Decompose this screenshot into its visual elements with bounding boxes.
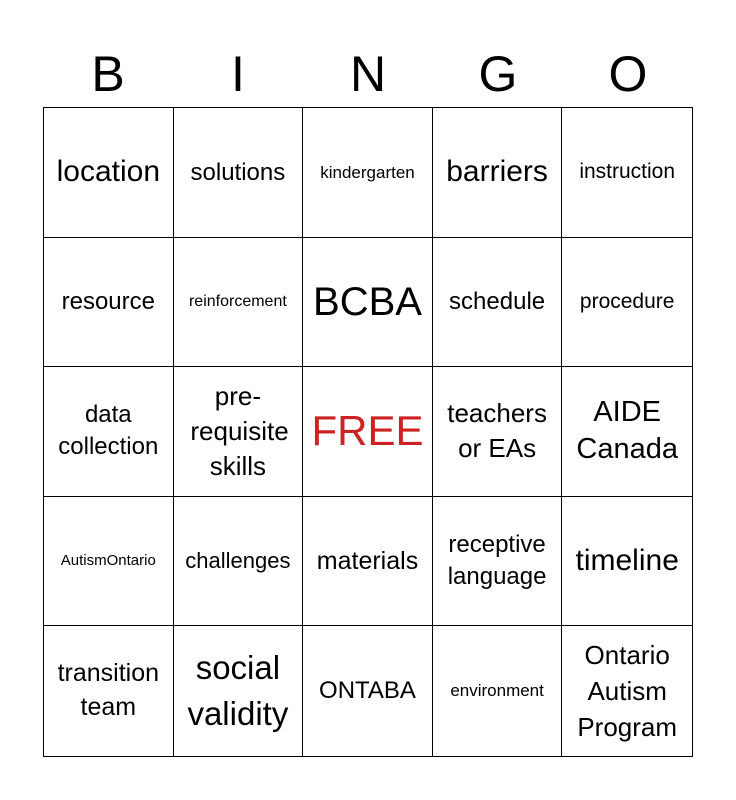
cell-text: resource (61, 288, 155, 316)
bingo-cell[interactable] (303, 108, 433, 238)
cell-text: environment (450, 681, 544, 701)
cell-text: kindergarten (320, 162, 415, 182)
cell-text: BCBA (313, 279, 422, 324)
cell-text: teachers or EAs (447, 398, 547, 464)
bingo-cell[interactable] (174, 497, 304, 627)
bingo-cell[interactable] (44, 108, 174, 238)
bingo-cell[interactable] (562, 108, 692, 238)
free-space-label: FREE (311, 407, 424, 455)
bingo-cell[interactable] (562, 367, 692, 497)
bingo-cell[interactable] (433, 108, 563, 238)
header-letter-g: G (478, 46, 518, 102)
header-letter-i: I (231, 46, 245, 102)
bingo-cell[interactable] (44, 497, 174, 627)
cell-text: ONTABA (319, 677, 416, 705)
cell-text: AIDE Canada (576, 395, 678, 466)
bingo-cell[interactable] (174, 626, 304, 756)
bingo-cell[interactable] (433, 367, 563, 497)
cell-text: receptive language (447, 530, 547, 591)
cell-text: challenges (185, 548, 291, 574)
bingo-cell[interactable] (174, 238, 304, 368)
bingo-cell[interactable] (303, 238, 433, 368)
bingo-cell[interactable] (303, 626, 433, 756)
bingo-cell[interactable] (433, 626, 563, 756)
bingo-cell[interactable] (44, 626, 174, 756)
bingo-cell[interactable] (433, 238, 563, 368)
bingo-cell[interactable] (433, 497, 563, 627)
bingo-cell[interactable] (174, 108, 304, 238)
bingo-cell[interactable] (303, 497, 433, 627)
bingo-header (43, 40, 693, 108)
cell-text: data collection (58, 401, 159, 461)
cell-text: procedure (579, 289, 675, 313)
header-letter-o: O (608, 46, 648, 102)
bingo-cell[interactable] (562, 497, 692, 627)
bingo-cell[interactable] (174, 367, 304, 497)
free-space[interactable] (303, 367, 433, 497)
bingo-cell[interactable] (562, 238, 692, 368)
cell-text: timeline (575, 543, 679, 577)
cell-text: Ontario Autism Program (577, 639, 678, 743)
header-letter-n: N (349, 46, 387, 102)
bingo-board (43, 107, 693, 757)
cell-text: solutions (190, 158, 286, 186)
bingo-cell[interactable] (44, 367, 174, 497)
cell-text: reinforcement (188, 292, 287, 310)
cell-text: pre-requisite skills (190, 380, 289, 482)
cell-text: location (56, 155, 160, 189)
cell-text: barriers (446, 155, 548, 189)
cell-text: AutismOntario (60, 552, 156, 570)
header-letter-b: B (91, 46, 125, 102)
cell-text: social validity (187, 649, 289, 733)
cell-text: transition team (57, 659, 160, 722)
cell-text: materials (316, 546, 419, 575)
cell-text: schedule (449, 288, 546, 316)
bingo-cell[interactable] (44, 238, 174, 368)
cell-text: instruction (579, 160, 676, 184)
bingo-cell[interactable] (562, 626, 692, 756)
